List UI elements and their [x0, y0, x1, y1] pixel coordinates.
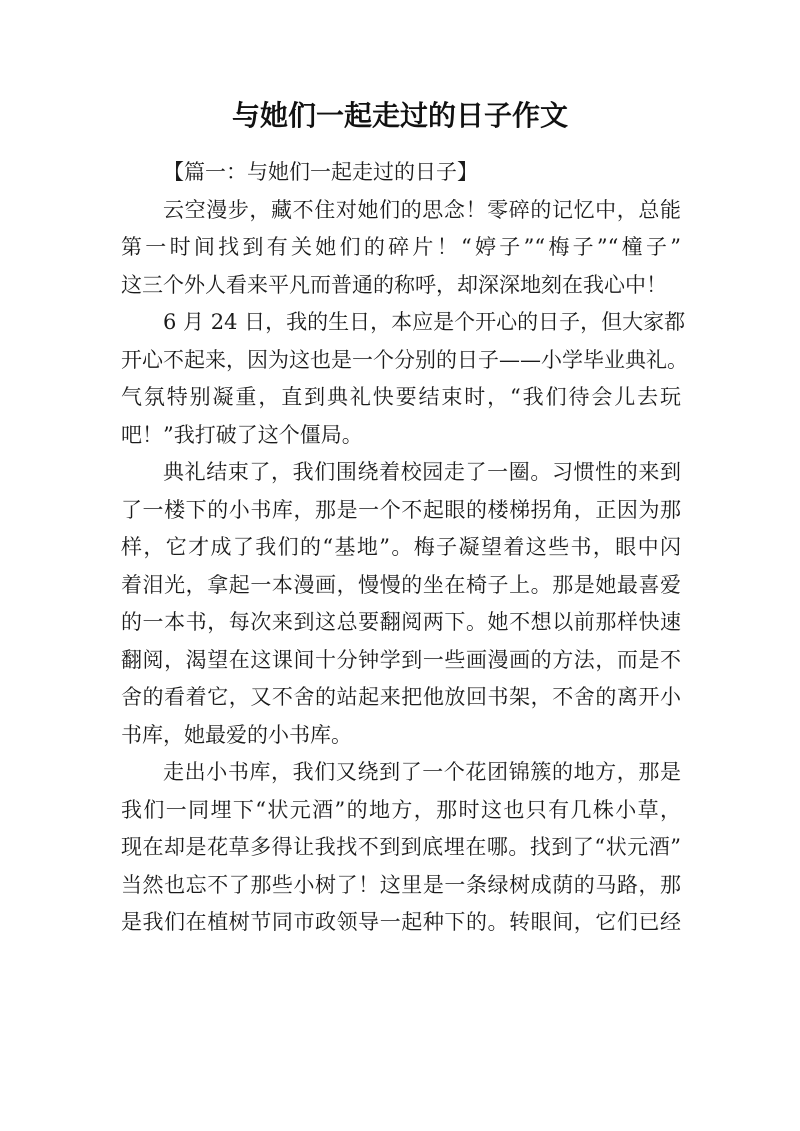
paragraph-line: 第一时间找到有关她们的碎片！“婷子”“梅子”“橦子” [121, 235, 681, 259]
paragraph-line: 开心不起来，因为这也是一个分别的日子——小学毕业典礼。 [121, 347, 688, 372]
paragraph-3 [121, 454, 681, 754]
document-body [121, 154, 688, 942]
paragraph-line: 当然也忘不了那些小树了！这里是一条绿树成荫的马路，那 [121, 872, 681, 897]
paragraph-line: 我们一同埋下“状元酒”的地方，那时这也只有几株小草， [121, 797, 681, 822]
paragraph-line: 了一楼下的小书库，那是一个不起眼的楼梯拐角，正因为那 [121, 497, 681, 522]
paragraph-1 [121, 192, 681, 305]
section-heading: 【篇一：与她们一起走过的日子】 [163, 160, 478, 184]
paragraph-line: 吧！”我打破了这个僵局。 [121, 422, 363, 447]
paragraph-2 [121, 304, 688, 454]
paragraph-line: 走出小书库，我们又绕到了一个花团锦簇的地方，那是 [163, 760, 681, 784]
paragraph-line: 书库，她最爱的小书库。 [121, 722, 352, 747]
paragraph-line: 气氛特别凝重，直到典礼快要结束时，“我们待会儿去玩 [121, 385, 681, 409]
paragraph-line: 现在却是花草多得让我找不到到底埋在哪。找到了“状元酒” [121, 835, 681, 859]
paragraph-line: 6 月 24 日，我的生日，本应是个开心的日子，但大家都 [163, 310, 686, 334]
paragraph-line: 典礼结束了，我们围绕着校园走了一圈。习惯性的来到 [163, 460, 681, 484]
paragraph-line: 舍的看着它，又不舍的站起来把他放回书架，不舍的离开小 [121, 685, 681, 709]
paragraph-line: 是我们在植树节同市政领导一起种下的。转眼间，它们已经 [121, 910, 681, 934]
paragraph-line: 这三个外人看来平凡而普通的称呼，却深深地刻在我心中！ [121, 272, 667, 297]
document-title: 与她们一起走过的日子作文 [231, 99, 568, 132]
paragraph-line: 翻阅，渴望在这课间十分钟学到一些画漫画的方法，而是不 [121, 647, 681, 672]
paragraph-line: 的一本书，每次来到这总要翻阅两下。她不想以前那样快速 [121, 610, 681, 634]
paragraph-line: 云空漫步，藏不住对她们的思念！零碎的记忆中，总能 [163, 197, 681, 222]
paragraph-4 [121, 754, 681, 942]
paragraph-line: 样，它才成了我们的“基地”。梅子凝望着这些书，眼中闪 [121, 535, 681, 559]
paragraph-line: 着泪光，拿起一本漫画，慢慢的坐在椅子上。那是她最喜爱 [121, 572, 681, 597]
